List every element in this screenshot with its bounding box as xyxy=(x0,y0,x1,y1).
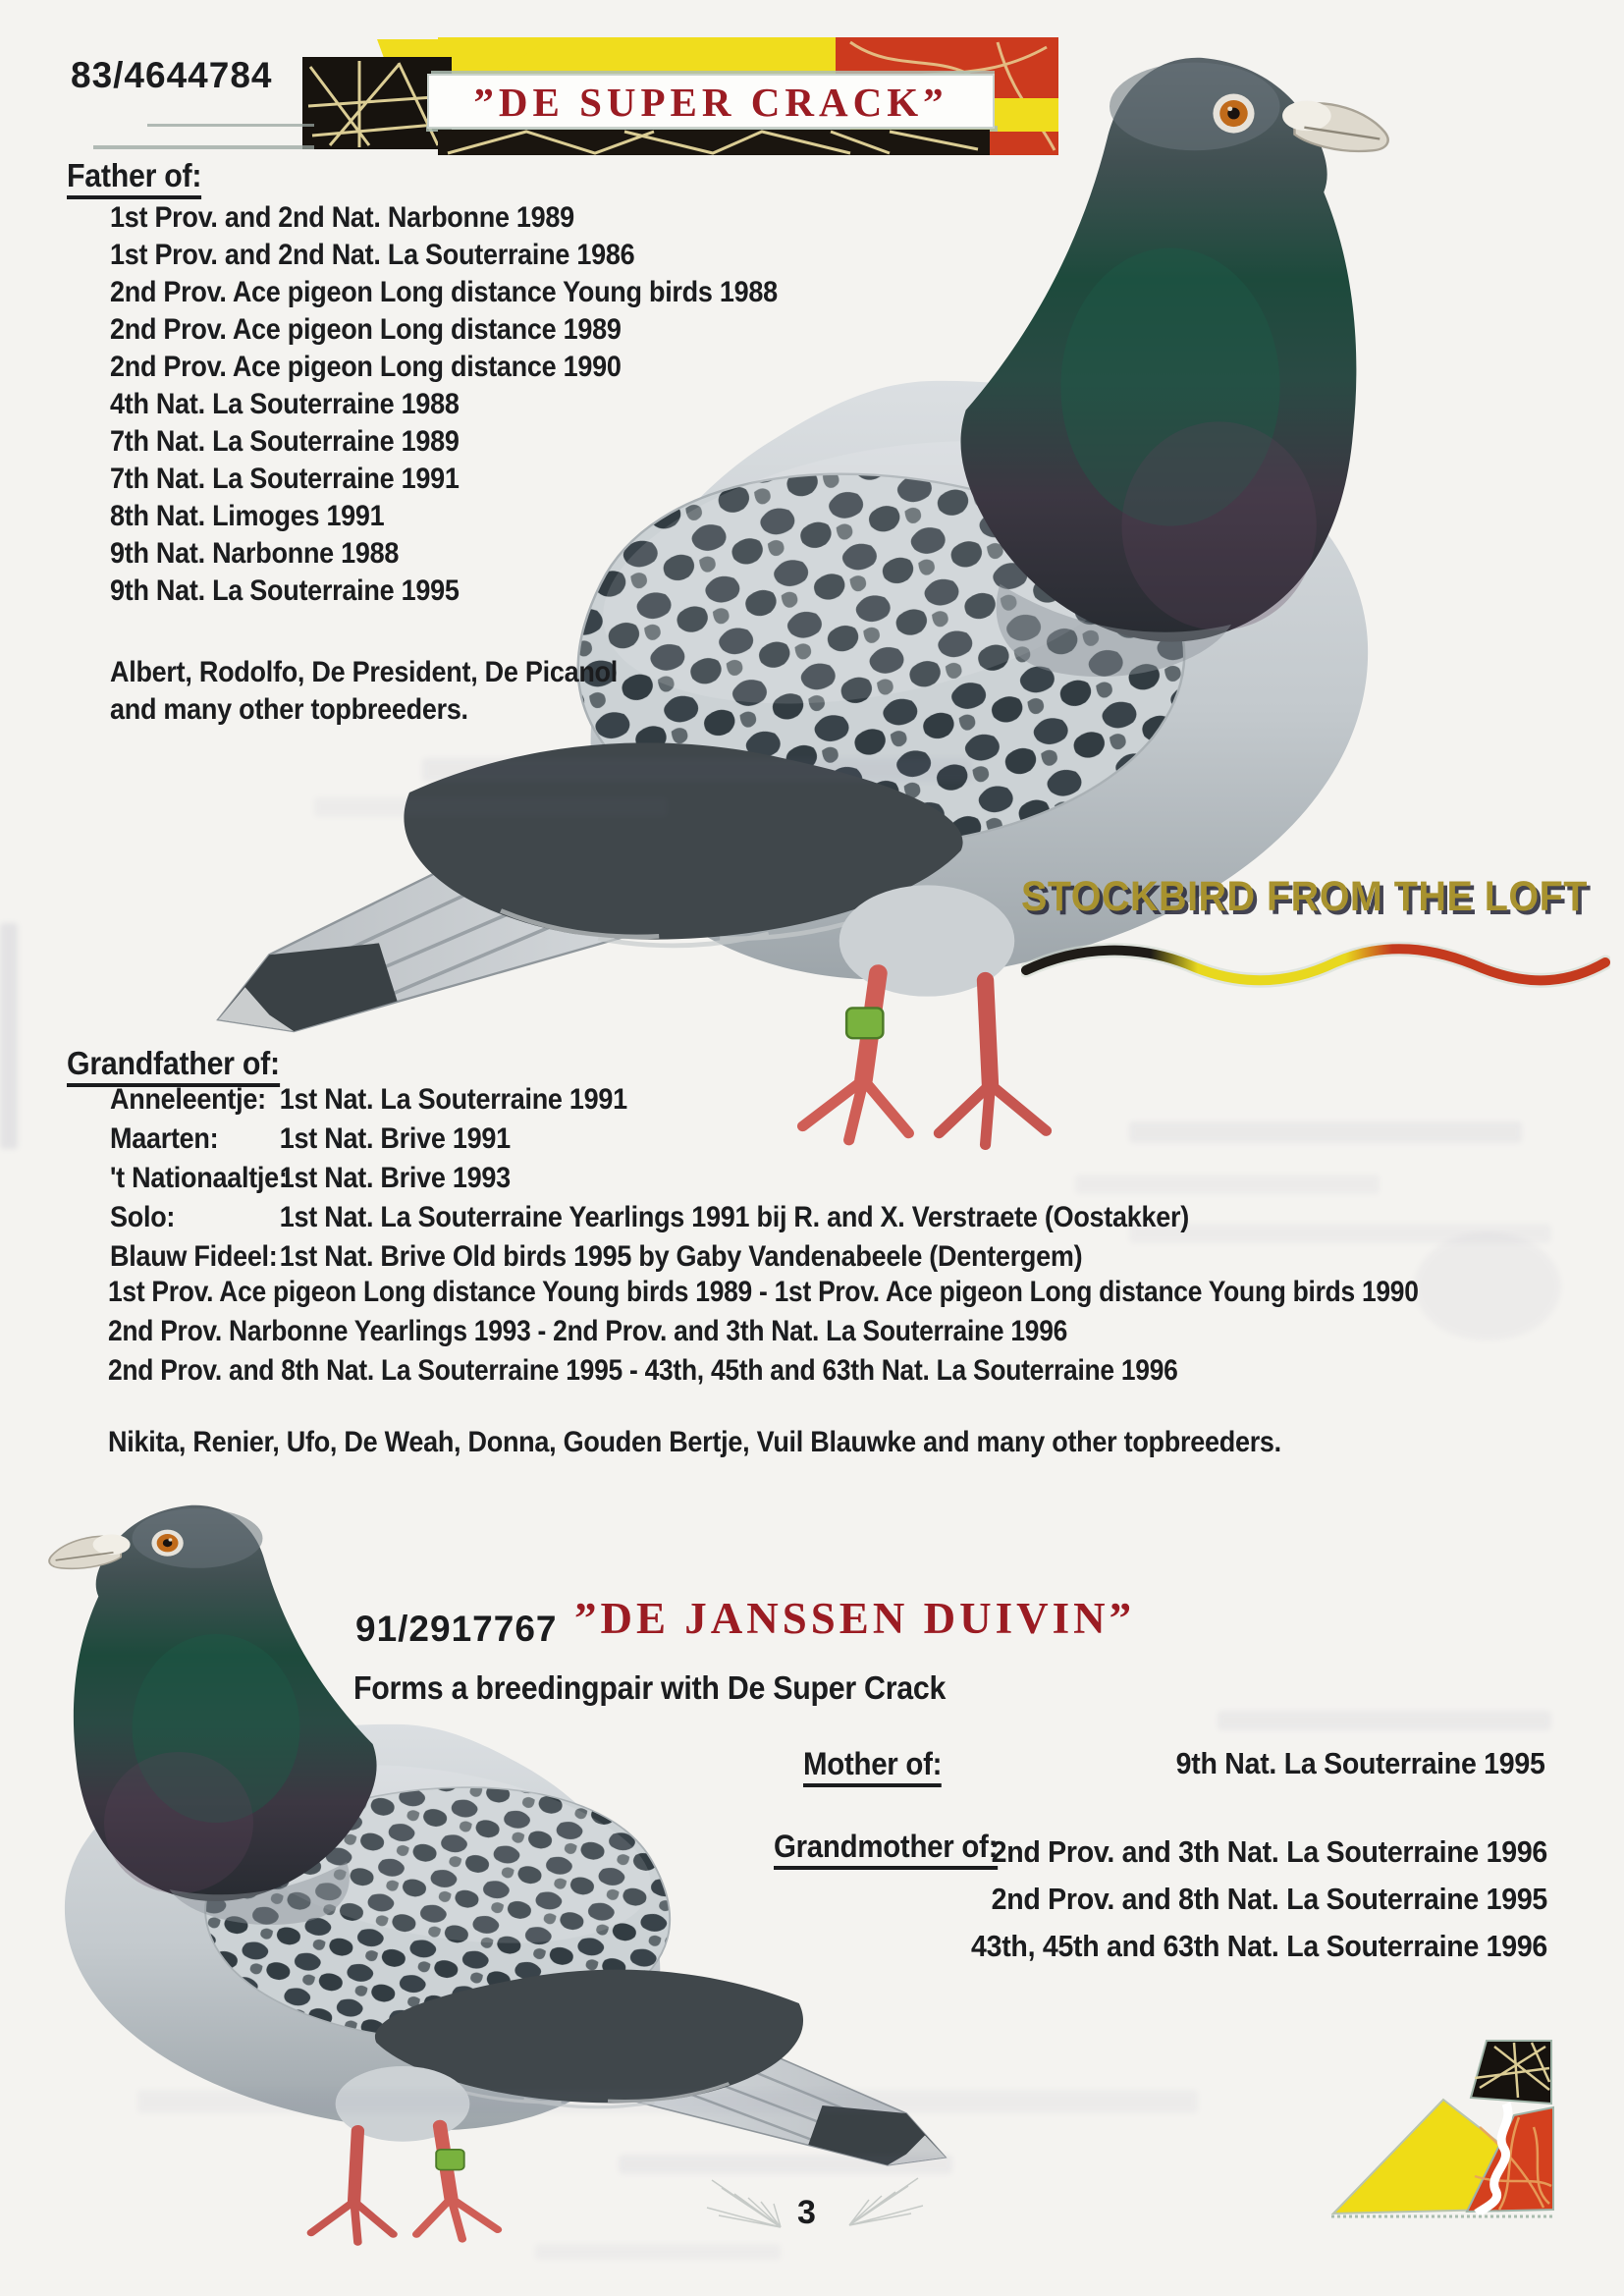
wing-sketch-artwork xyxy=(668,2168,982,2237)
bleed-through-mark xyxy=(137,2090,1198,2113)
result-line: 2nd Prov. and 8th Nat. La Souterraine 1995 xyxy=(991,1882,1547,1916)
ring-number: 83/4644784 xyxy=(71,55,273,95)
scan-rule xyxy=(93,145,314,149)
result-line: 2nd Prov. Ace pigeon Long distance 1989 xyxy=(110,313,622,346)
result-line: 43th, 45th and 63th Nat. La Souterraine 1996 xyxy=(971,1929,1547,1963)
pigeon-result: 1st Nat. La Souterraine 1991 xyxy=(279,1083,627,1116)
bleed-through-mark xyxy=(535,2244,781,2260)
father-heading: Father of: xyxy=(67,157,201,199)
result-line: 9th Nat. Narbonne 1988 xyxy=(110,537,400,570)
pigeon-result: 1st Nat. Brive 1991 xyxy=(279,1122,511,1155)
hen-subtitle: Forms a breedingpair with De Super Crack xyxy=(353,1669,947,1706)
pigeon-result: 1st Nat. Brive Old birds 1995 by Gaby Vandenabeele (Dentergem) xyxy=(279,1240,1083,1273)
mother-heading: Mother of: xyxy=(803,1746,942,1787)
grandmother-results xyxy=(971,1829,1547,1970)
result-line: 9th Nat. La Souterraine 1995 xyxy=(110,574,460,607)
result-line: 7th Nat. La Souterraine 1989 xyxy=(110,425,460,458)
scan-rule xyxy=(147,124,314,127)
grandfather-named-results xyxy=(110,1080,1189,1277)
bleed-through-mark xyxy=(1218,1711,1551,1730)
result-line: 4th Nat. La Souterraine 1988 xyxy=(110,388,460,420)
mother-result: 9th Nat. La Souterraine 1995 xyxy=(1176,1746,1545,1780)
banner-title: ”DE SUPER CRACK” xyxy=(473,80,948,125)
pigeon-name: Maarten: xyxy=(110,1122,219,1155)
pigeon-name: Blauw Fideel: xyxy=(110,1240,278,1273)
result-line: 2nd Prov. Ace pigeon Long distance Young birds 1988 xyxy=(110,276,778,308)
result-line: 1st Prov. and 2nd Nat. La Souterraine 1986 xyxy=(110,239,635,271)
result-line: 8th Nat. Limoges 1991 xyxy=(110,500,385,532)
bleed-through-mark xyxy=(314,797,668,817)
result-line: 2nd Prov. Ace pigeon Long distance 1990 xyxy=(110,351,622,383)
grandmother-heading: Grandmother of: xyxy=(774,1829,998,1870)
note-line: and many other topbreeders. xyxy=(110,693,468,726)
scan-edge-shadow xyxy=(0,923,18,1149)
grandfather-heading: Grandfather of: xyxy=(67,1045,280,1087)
pigeon-name: 't Nationaaltje: xyxy=(110,1162,288,1194)
page-number: 3 xyxy=(797,2194,816,2231)
grandfather-extra-results xyxy=(108,1273,1419,1391)
stockbird-banner-text: STOCKBIRD FROM THE LOFT xyxy=(1021,873,1588,920)
father-results-list xyxy=(110,199,778,610)
note-line: Albert, Rodolfo, De President, De Picanol xyxy=(110,656,619,688)
father-breeders-note xyxy=(110,654,618,729)
wavy-ribbon-artwork xyxy=(1021,941,1610,990)
pigeon-name: Anneleentje: xyxy=(110,1083,266,1116)
pigeon-result: 1st Nat. La Souterraine Yearlings 1991 bij R. and X. Verstraete (Oostakker) xyxy=(279,1201,1189,1233)
hen-ring-number: 91/2917767 xyxy=(355,1609,558,1649)
result-line: 2nd Prov. Narbonne Yearlings 1993 - 2nd Prov. and 3th Nat. La Souterraine 1996 xyxy=(108,1315,1068,1347)
result-line: 1st Prov. and 2nd Nat. Narbonne 1989 xyxy=(110,201,574,234)
result-line: 2nd Prov. and 8th Nat. La Souterraine 1995 - 43th, 45th and 63th Nat. La Souterraine 1996 xyxy=(108,1354,1178,1387)
grandfather-breeders-note: Nikita, Renier, Ufo, De Weah, Donna, Gouden Bertje, Vuil Blauwke and many other topbreeders. xyxy=(108,1426,1281,1458)
pigeon-result: 1st Nat. Brive 1993 xyxy=(279,1162,511,1194)
bleed-through-mark xyxy=(422,758,972,782)
bleed-through-mark xyxy=(1414,1232,1561,1340)
result-line: 1st Prov. Ace pigeon Long distance Young birds 1989 - 1st Prov. Ace pigeon Long distance Young birds 1990 xyxy=(108,1276,1419,1308)
pigeon-name: Solo: xyxy=(110,1201,176,1233)
hen-title: ”DE JANSSEN DUIVIN” xyxy=(574,1594,1136,1643)
result-line: 2nd Prov. and 3th Nat. La Souterraine 1996 xyxy=(991,1834,1547,1869)
corner-decoration-artwork xyxy=(1318,2039,1557,2230)
result-line: 7th Nat. La Souterraine 1991 xyxy=(110,463,460,495)
